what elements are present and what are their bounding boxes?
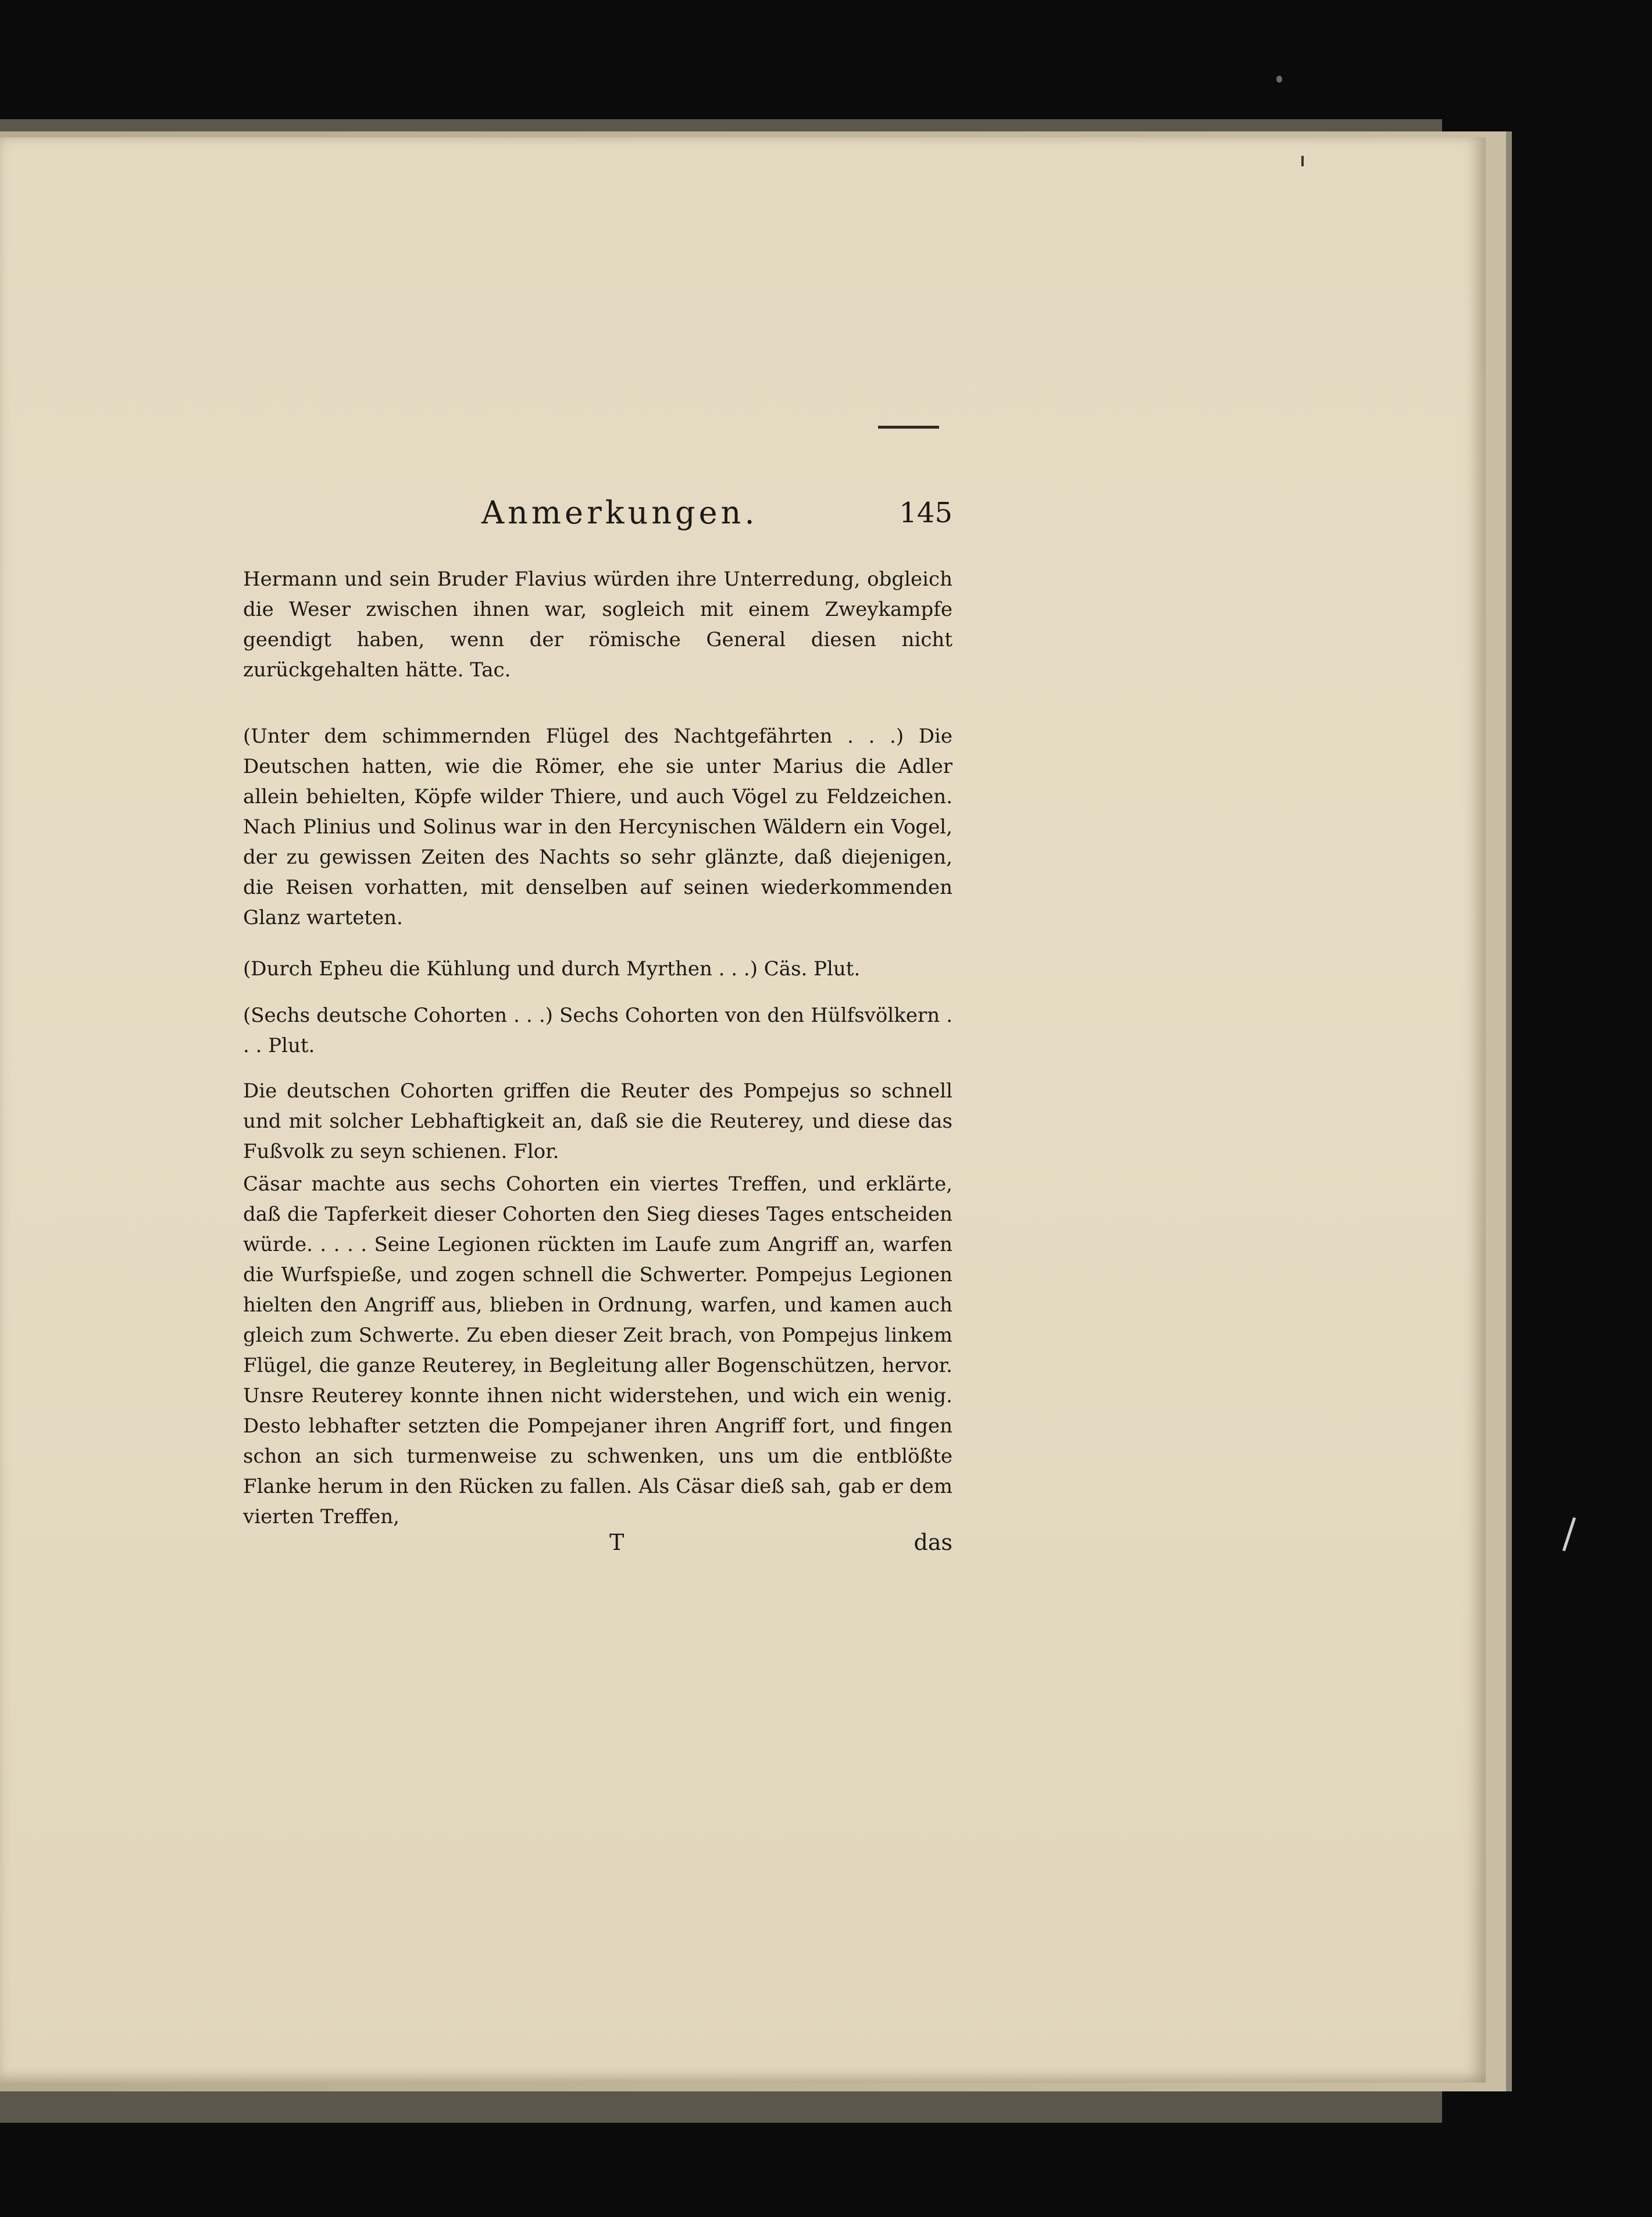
page-footer	[243, 1530, 952, 1559]
page-header	[243, 494, 952, 535]
paragraph: (Unter dem schimmernden Flügel des Nachtgefährten . . .) Die Deutschen hatten, wie die Römer, ehe sie unter Marius die Adler allein behielten, Köpfe wilder Thiere, und auch Vögel zu Feldzeichen. Nach Plinius und Solinus war in den Hercynischen Wäldern ein Vogel, der zu gewissen Zeiten des Nachts so sehr glänzte, daß diejenigen, die Reisen vorhatten, mit denselben auf seinen wiederkommenden Glanz warteten.	[243, 725, 952, 929]
page-mark	[878, 426, 939, 429]
dust-speck	[1301, 156, 1304, 166]
signature-mark: T	[609, 1530, 625, 1555]
paragraph: (Durch Epheu die Kühlung und durch Myrthen . . .) Cäs. Plut.	[243, 957, 861, 981]
paragraph: Cäsar machte aus sechs Cohorten ein viertes Treffen, und erklärte, daß die Tapferkeit dieser Cohorten den Sieg dieses Tages entscheiden würde. . . . . Seine Legionen rückten im Laufe zum Angriff an, warfen die Wurfspieße, und zogen schnell die Schwerter. Pompejus Legionen hielten den Angriff aus, blieben in Ordnung, warfen, und kamen auch gleich zum Schwerte. Zu eben dieser Zeit brach, von Pompejus linkem Flügel, die ganze Reuterey, in Begleitung aller Bogenschützen, hervor. Unsre Reuterey konnte ihnen nicht widerstehen, und wich ein wenig. Desto lebhafter setzten die Pompejaner ihren Angriff fort, und fingen schon an sich turmenweise zu schwenken, uns um die entblößte Flanke herum in den Rücken zu fallen. Als Cäsar dieß sah, gab er dem vierten Treffen,	[243, 1172, 952, 1528]
dust-speck	[1562, 1517, 1576, 1552]
paragraph: Die deutschen Cohorten griffen die Reuter des Pompejus so schnell und mit solcher Lebhaftigkeit an, daß sie die Reuterey, und diese das Fußvolk zu seyn schienen. Flor.	[243, 1079, 952, 1163]
page-number: 145	[899, 497, 952, 529]
dust-speck	[1276, 76, 1282, 83]
paragraph: Hermann und sein Bruder Flavius würden ihre Unterredung, obgleich die Weser zwischen ihnen war, sogleich mit einem Zweykampfe geendigt haben, wenn der römische General diesen nicht zurückgehalten hätte. Tac.	[243, 568, 952, 682]
paragraph: (Sechs deutsche Cohorten . . .) Sechs Cohorten von den Hülfsvölkern . . . Plut.	[243, 1004, 952, 1057]
catchword: das	[914, 1530, 952, 1555]
running-title: Anmerkungen.	[481, 494, 758, 531]
